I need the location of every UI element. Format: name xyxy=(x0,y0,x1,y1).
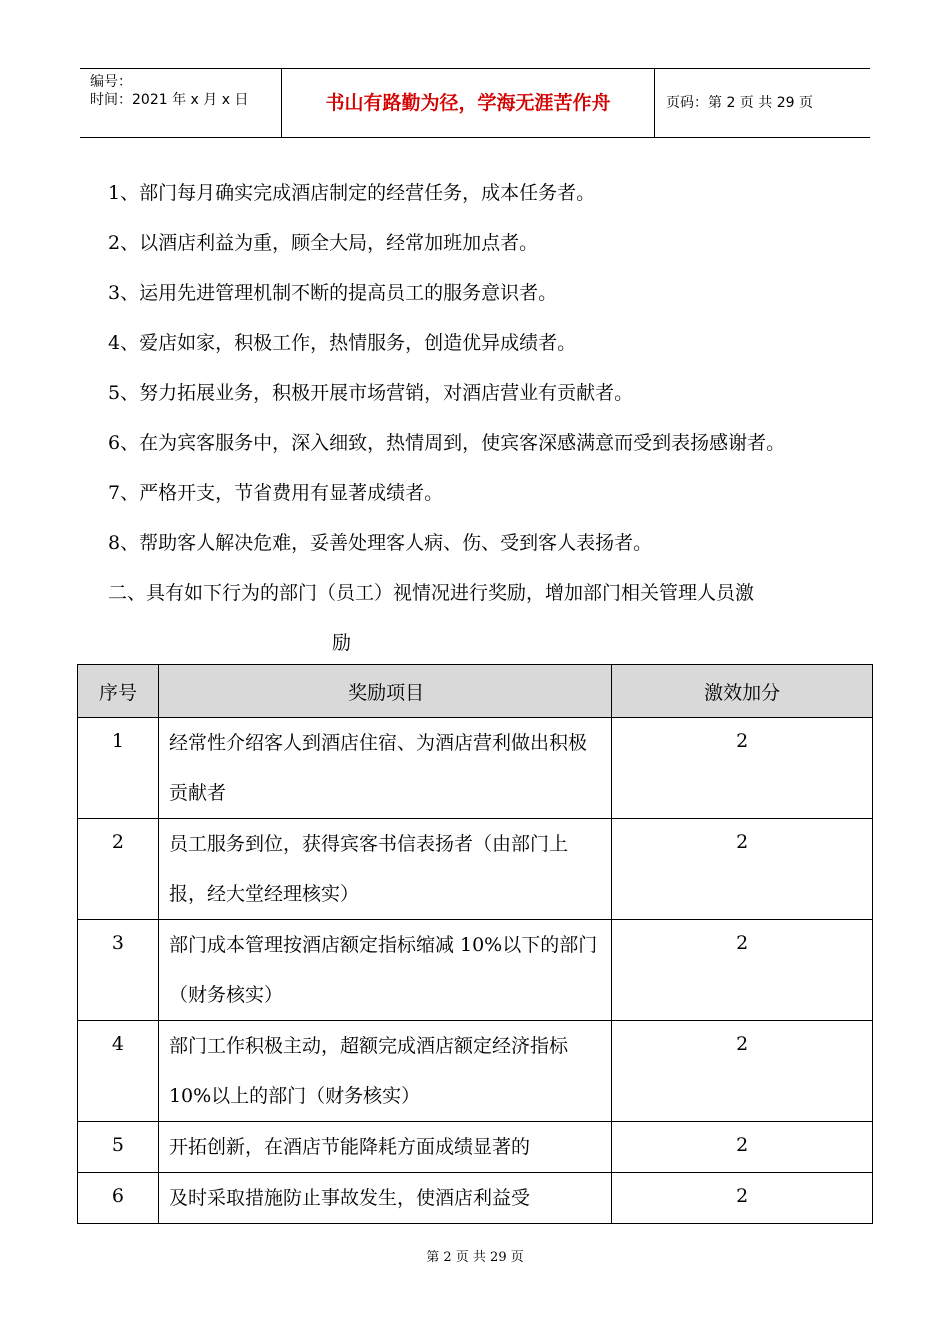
section-heading xyxy=(108,568,878,668)
header-no: 序号 xyxy=(78,665,159,718)
table-row xyxy=(78,718,873,819)
row-score: 2 xyxy=(612,1021,873,1122)
list-item: 1、部门每月确实完成酒店制定的经营任务，成本任务者。 xyxy=(108,182,596,204)
list-item: 7、严格开支，节省费用有显著成绩者。 xyxy=(108,482,444,504)
list-item: 4、爱店如家，积极工作，热情服务，创造优异成绩者。 xyxy=(108,332,577,354)
row-score: 2 xyxy=(612,718,873,819)
row-score: 2 xyxy=(612,1173,873,1224)
row-score: 2 xyxy=(612,1122,873,1173)
row-item: 员工服务到位，获得宾客书信表扬者（由部门上报，经大堂经理核实） xyxy=(158,819,611,920)
header-item: 奖励项目 xyxy=(158,665,611,718)
table-row xyxy=(78,1173,873,1224)
table-row xyxy=(78,1021,873,1122)
row-item: 部门成本管理按酒店额定指标缩减 10%以下的部门（财务核实） xyxy=(158,920,611,1021)
list-item: 5、努力拓展业务，积极开展市场营销，对酒店营业有贡献者。 xyxy=(108,382,634,404)
row-item: 部门工作积极主动，超额完成酒店额定经济指标 10%以上的部门（财务核实） xyxy=(158,1021,611,1122)
criteria-list xyxy=(108,170,888,570)
row-score: 2 xyxy=(612,819,873,920)
header-score: 激效加分 xyxy=(612,665,873,718)
page-footer: 第 2 页 共 29 页 xyxy=(426,1250,524,1265)
row-score: 2 xyxy=(612,920,873,1021)
list-item: 2、以酒店利益为重，顾全大局，经常加班加点者。 xyxy=(108,232,539,254)
header-page-info: 页码：第 2 页 共 29 页 xyxy=(666,95,813,111)
row-no: 1 xyxy=(78,718,159,819)
document-time: 时间：2021 年 x 月 x 日 xyxy=(90,92,249,108)
row-no: 5 xyxy=(78,1122,159,1173)
table-row xyxy=(78,819,873,920)
row-no: 2 xyxy=(78,819,159,920)
header-motto: 书山有路勤为径，学海无涯苦作舟 xyxy=(282,69,655,137)
row-item: 开拓创新，在酒店节能降耗方面成绩显著的 xyxy=(158,1122,611,1173)
page-header xyxy=(80,68,870,138)
section-heading-line1: 二、具有如下行为的部门（员工）视情况进行奖励，增加部门相关管理人员激 xyxy=(108,582,755,604)
header-meta xyxy=(80,69,282,137)
table-row xyxy=(78,1122,873,1173)
row-no: 4 xyxy=(78,1021,159,1122)
row-item: 及时采取措施防止事故发生，使酒店利益受 xyxy=(158,1173,611,1224)
list-item: 3、运用先进管理机制不断的提高员工的服务意识者。 xyxy=(108,282,558,304)
row-item: 经常性介绍客人到酒店住宿、为酒店营利做出积极贡献者 xyxy=(158,718,611,819)
table-row xyxy=(78,920,873,1021)
row-no: 3 xyxy=(78,920,159,1021)
row-no: 6 xyxy=(78,1173,159,1224)
section-heading-line2: 励 xyxy=(332,632,352,654)
document-number-label: 编号： xyxy=(90,74,132,90)
list-item: 8、帮助客人解决危难，妥善处理客人病、伤、受到客人表扬者。 xyxy=(108,532,653,554)
table-header-row xyxy=(78,665,873,718)
list-item: 6、在为宾客服务中，深入细致，热情周到，使宾客深感满意而受到表扬感谢者。 xyxy=(108,432,786,454)
award-table xyxy=(77,664,873,1224)
